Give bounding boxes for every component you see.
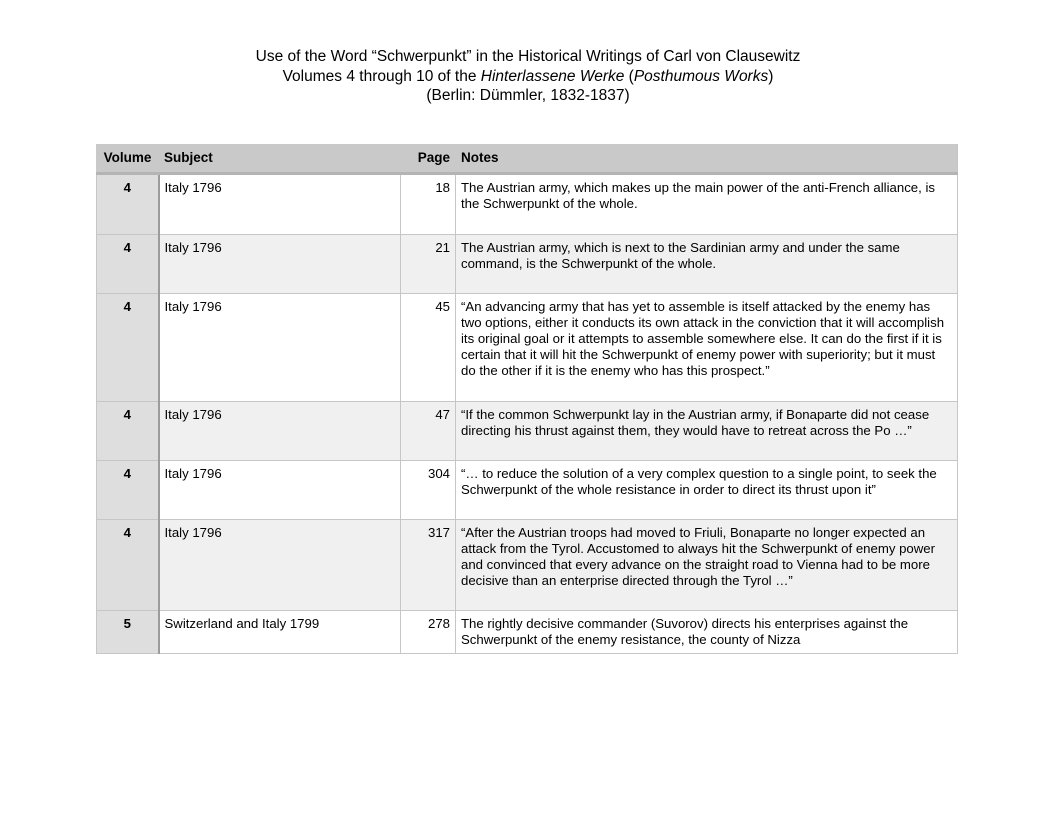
schwerpunkt-table [96,144,958,654]
cell-notes: “… to reduce the solution of a very complex question to a single point, to seek the Schwerpunkt of the whole resistance in order to direct its thrust upon it” [456,461,958,520]
cell-subject: Italy 1796 [159,294,401,402]
cell-page: 21 [401,235,456,294]
table-row [97,402,958,461]
cell-page: 304 [401,461,456,520]
cell-subject: Italy 1796 [159,402,401,461]
cell-notes: “An advancing army that has yet to assemble is itself attacked by the enemy has two options, either it conducts its own attack in the conviction that it will accomplish its original goal or it attempts to assemble somewhere else. It can do the first if it is certain that it will hit the Schwerpunkt of enemy power with superiority; but it must do the other if it is the enemy who has this prospect.” [456,294,958,402]
cell-page: 278 [401,611,456,654]
cell-subject: Italy 1796 [159,174,401,235]
cell-volume: 4 [97,461,159,520]
cell-page: 317 [401,520,456,611]
cell-page: 45 [401,294,456,402]
cell-subject: Italy 1796 [159,520,401,611]
table-row [97,611,958,654]
title-line-2-mid: ( [624,67,634,85]
document-title [0,47,1056,106]
header-notes: Notes [456,144,958,174]
cell-notes: The rightly decisive commander (Suvorov) directs his enterprises against the Schwerpunkt of the enemy resistance, the county of Nizza [456,611,958,654]
cell-volume: 4 [97,402,159,461]
cell-subject: Italy 1796 [159,235,401,294]
title-line-2-prefix: Volumes 4 through 10 of the [282,67,481,85]
table-row [97,235,958,294]
cell-notes: “If the common Schwerpunkt lay in the Austrian army, if Bonaparte did not cease directing his thrust against them, they would have to retreat across the Po …” [456,402,958,461]
title-work-translation: Posthumous Works [633,67,769,85]
table-header-row [97,144,958,174]
title-work-name: Hinterlassene Werke [480,67,625,85]
cell-notes: “After the Austrian troops had moved to Friuli, Bonaparte no longer expected an attack from the Tyrol. Accustomed to always hit the Schwerpunkt of enemy power and convinced that every advance on the straight road to Vienna had to be more decisive than an enterprise directed through the Tyrol …” [456,520,958,611]
cell-volume: 4 [97,235,159,294]
header-volume: Volume [97,144,159,174]
table-row [97,461,958,520]
title-line-2 [0,67,1056,87]
table-row [97,520,958,611]
cell-volume: 5 [97,611,159,654]
cell-volume: 4 [97,294,159,402]
cell-notes: The Austrian army, which is next to the Sardinian army and under the same command, is the Schwerpunkt of the whole. [456,235,958,294]
cell-page: 47 [401,402,456,461]
table-row [97,294,958,402]
header-page: Page [401,144,456,174]
header-subject: Subject [159,144,401,174]
title-line-2-suffix: ) [768,67,774,85]
table-row [97,174,958,235]
cell-subject: Switzerland and Italy 1799 [159,611,401,654]
title-line-1: Use of the Word “Schwerpunkt” in the Historical Writings of Carl von Clausewitz [255,48,801,65]
title-line-3: (Berlin: Dümmler, 1832-1837) [426,87,630,104]
cell-page: 18 [401,174,456,235]
cell-volume: 4 [97,520,159,611]
cell-volume: 4 [97,174,159,235]
cell-subject: Italy 1796 [159,461,401,520]
cell-notes: The Austrian army, which makes up the main power of the anti-French alliance, is the Schwerpunkt of the whole. [456,174,958,235]
